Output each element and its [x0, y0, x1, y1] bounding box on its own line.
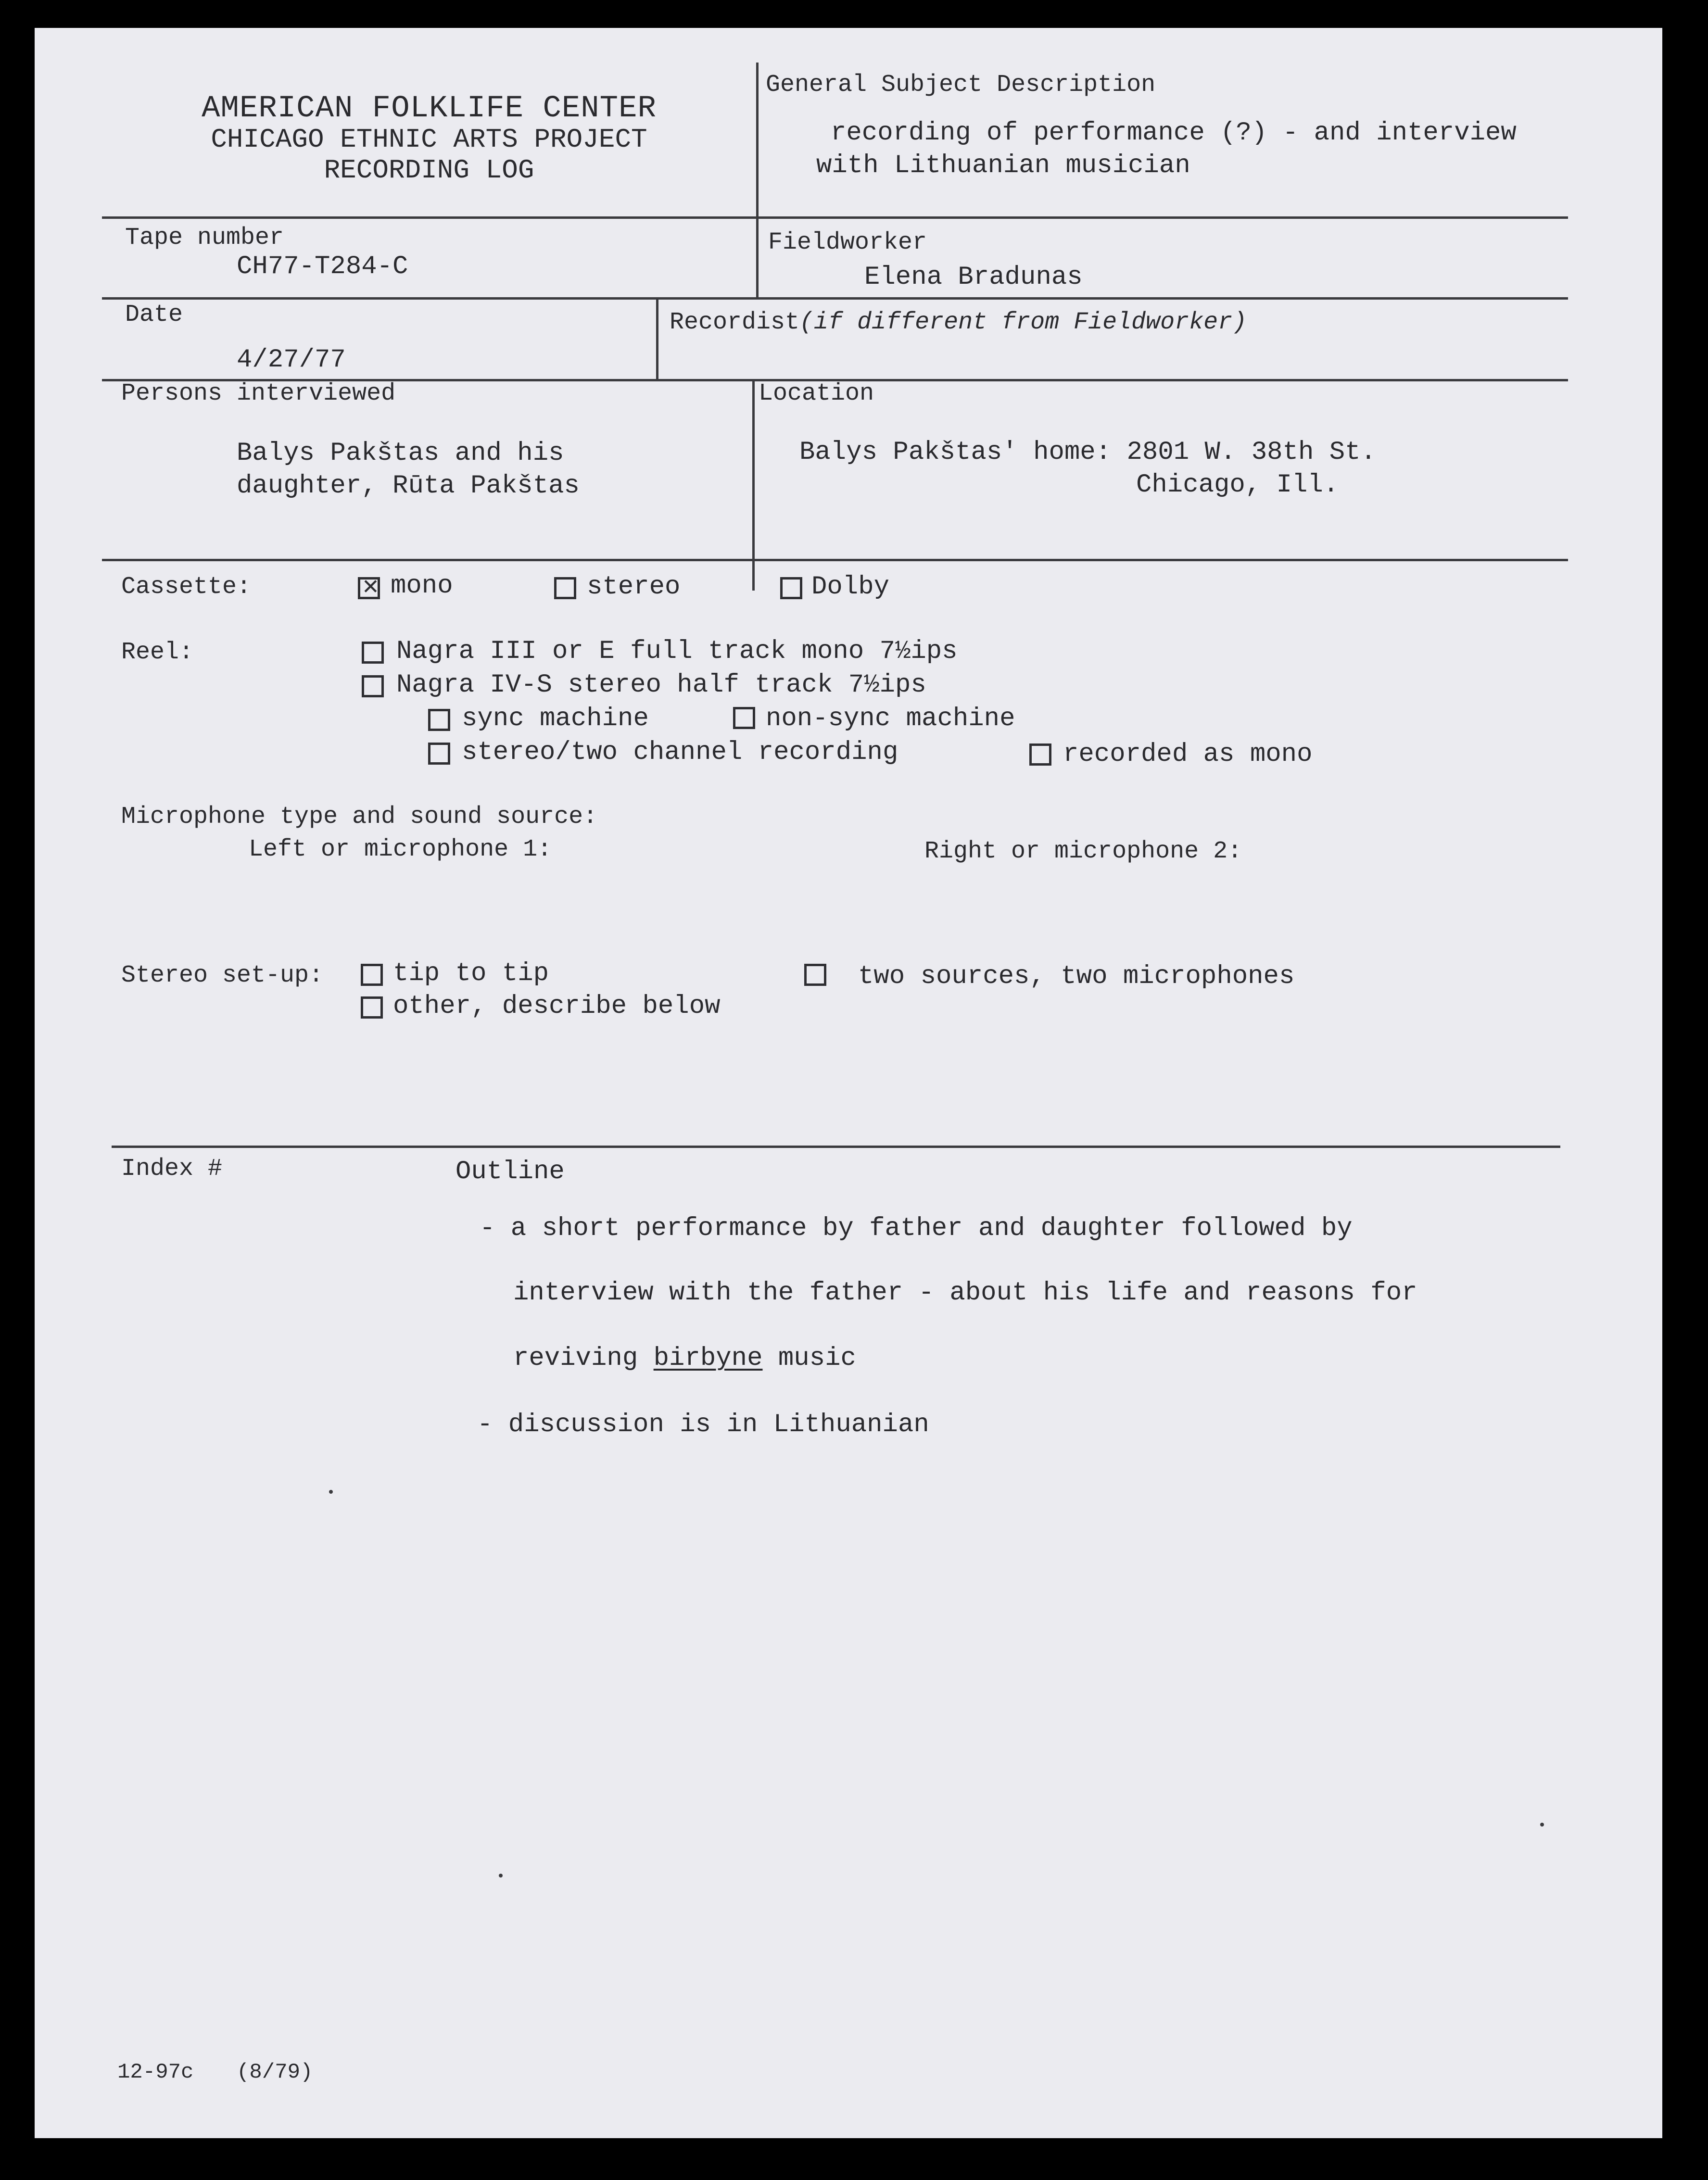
stereo-two-sources-checkbox[interactable] — [804, 964, 826, 986]
outline-birbyne: birbyne — [653, 1344, 763, 1373]
stereo-other-label: other, describe below — [393, 992, 721, 1021]
reel-nonsync-label: non-sync machine — [766, 704, 1015, 733]
outline-label: Outline — [455, 1157, 565, 1186]
header-block — [92, 93, 766, 186]
recordist-label — [670, 309, 1247, 336]
cassette-stereo-checkbox[interactable] — [554, 577, 576, 599]
org-name: AMERICAN FOLKLIFE CENTER — [202, 91, 657, 126]
location-label: Location — [759, 380, 874, 407]
microphone-right-label: Right or microphone 2: — [924, 838, 1242, 865]
rule-2 — [102, 297, 1568, 300]
reel-nagra4-checkbox[interactable] — [362, 675, 384, 697]
reel-recorded-mono-label: recorded as mono — [1063, 740, 1313, 769]
outline-line3-pre: reviving — [513, 1344, 654, 1373]
speck — [499, 1874, 503, 1878]
recordist-note: (if different from Fieldworker) — [799, 309, 1247, 336]
stereo-tip-checkbox[interactable] — [361, 964, 383, 986]
microphone-label: Microphone type and sound source: — [121, 803, 598, 831]
reel-sync-label: sync machine — [462, 704, 649, 733]
cassette-mono-checkbox[interactable] — [358, 577, 380, 599]
rule-4 — [102, 559, 1568, 561]
cassette-label: Cassette: — [121, 573, 252, 601]
project-name: CHICAGO ETHNIC ARTS PROJECT — [211, 124, 647, 155]
location-line2: Chicago, Ill. — [1136, 470, 1339, 500]
cassette-dolby-checkbox[interactable] — [780, 577, 802, 599]
microphone-left-label: Left or microphone 1: — [249, 836, 552, 863]
tape-number-label: Tape number — [125, 224, 284, 252]
reel-nonsync-checkbox[interactable] — [733, 707, 755, 729]
speck — [1540, 1823, 1544, 1827]
reel-nagra4-label: Nagra IV-S stereo half track 7½ips — [396, 670, 926, 700]
document-type: RECORDING LOG — [324, 155, 534, 186]
outline-line1: - a short performance by father and daughter followed by — [480, 1214, 1353, 1243]
date-value: 4/27/77 — [237, 345, 346, 375]
reel-sync-checkbox[interactable] — [428, 709, 450, 731]
general-subject-line2: with Lithuanian musician — [816, 151, 1190, 180]
location-line1: Balys Pakštas' home: 2801 W. 38th St. — [799, 438, 1376, 467]
reel-recorded-mono-checkbox[interactable] — [1029, 743, 1051, 766]
outline-line2: interview with the father - about his life and reasons for — [513, 1278, 1417, 1308]
cassette-stereo-label: stereo — [587, 572, 681, 602]
stereo-tip-label: tip to tip — [393, 959, 549, 988]
general-subject-line1: recording of performance (?) - and interview — [831, 118, 1517, 148]
form-code: 12-97c — [117, 2060, 194, 2084]
reel-nagra3-checkbox[interactable] — [362, 642, 384, 664]
divider-vertical-top — [756, 63, 759, 298]
reel-stereo-two-label: stereo/two channel recording — [462, 738, 898, 767]
persons-interviewed-label: Persons interviewed — [121, 380, 396, 407]
fieldworker-label: Fieldworker — [768, 229, 927, 256]
persons-line1: Balys Pakštas and his — [237, 439, 564, 468]
rule-5 — [112, 1146, 1560, 1148]
cassette-dolby-label: Dolby — [811, 572, 890, 602]
form-date: (8/79) — [237, 2060, 313, 2084]
recording-log-page — [35, 28, 1662, 2138]
stereo-other-checkbox[interactable] — [361, 996, 383, 1019]
outline-line3 — [513, 1344, 856, 1373]
outline-line3-post: music — [762, 1344, 856, 1373]
reel-label: Reel: — [121, 639, 194, 666]
outline-line4: - discussion is in Lithuanian — [477, 1410, 929, 1439]
cassette-mono-label: mono — [391, 571, 453, 601]
general-subject-label: General Subject Description — [766, 71, 1156, 99]
stereo-two-sources-label: two sources, two microphones — [858, 962, 1295, 991]
recordist-label-text: Recordist — [670, 309, 800, 336]
reel-stereo-two-checkbox[interactable] — [428, 743, 450, 765]
date-label: Date — [125, 301, 183, 328]
rule-1 — [102, 216, 1568, 219]
fieldworker-value: Elena Bradunas — [864, 263, 1083, 292]
stereo-setup-label: Stereo set-up: — [121, 962, 324, 989]
reel-nagra3-label: Nagra III or E full track mono 7½ips — [396, 637, 958, 666]
index-label: Index # — [121, 1155, 223, 1183]
tape-number-value: CH77-T284-C — [237, 252, 408, 281]
persons-line2: daughter, Rūta Pakštas — [237, 471, 580, 501]
speck — [329, 1490, 333, 1494]
divider-vertical-date — [656, 297, 658, 380]
